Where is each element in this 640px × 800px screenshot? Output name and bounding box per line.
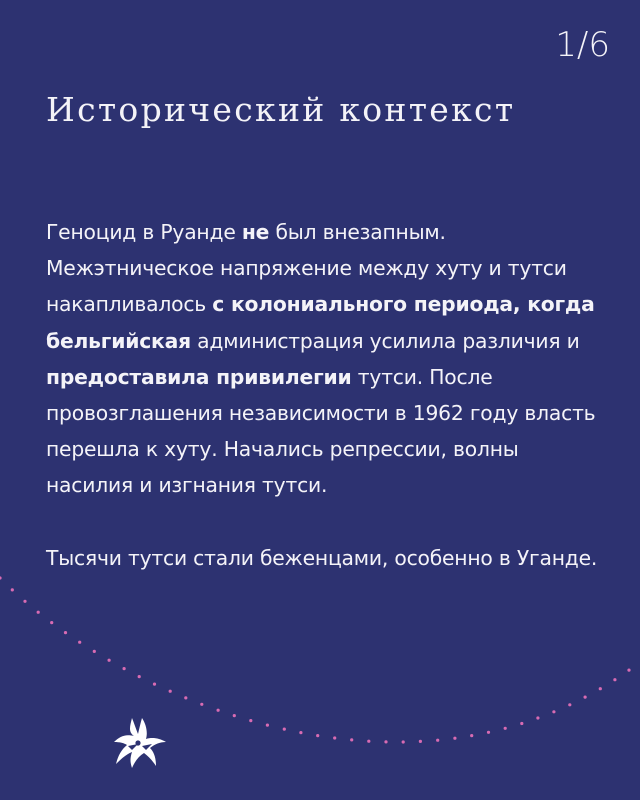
decorative-dot bbox=[93, 650, 96, 653]
decorative-dot bbox=[470, 734, 473, 737]
decorative-dot bbox=[233, 714, 236, 717]
decorative-dot bbox=[520, 722, 523, 725]
decorative-dot bbox=[552, 710, 555, 713]
bird-logo-icon bbox=[108, 712, 168, 772]
decorative-dot bbox=[316, 734, 319, 737]
decorative-dot bbox=[64, 631, 67, 634]
decorative-dot bbox=[138, 675, 141, 678]
decorative-dot bbox=[613, 678, 616, 681]
decorative-dot bbox=[402, 740, 405, 743]
decorative-dot bbox=[299, 731, 302, 734]
decorative-dot bbox=[217, 709, 220, 712]
decorative-dot bbox=[568, 703, 571, 706]
bold-segment: предоставила привилегии bbox=[46, 364, 352, 389]
decorative-dot bbox=[627, 669, 630, 672]
decorative-dot bbox=[536, 716, 539, 719]
decorative-dot bbox=[37, 611, 40, 614]
text-segment: был внезапным. Межэтническое напряжение между хуту и тутси накапливалось bbox=[46, 220, 567, 317]
decorative-dot bbox=[584, 696, 587, 699]
decorative-dot bbox=[333, 736, 336, 739]
bold-segment: не bbox=[241, 220, 270, 244]
decorative-dot bbox=[436, 739, 439, 742]
decorative-dot bbox=[350, 738, 353, 741]
decorative-dot bbox=[108, 659, 111, 662]
decorative-dot bbox=[419, 740, 422, 743]
text-segment: тутси. После провозглашения независимости в 1962 году власть перешла к хуту. Начались репрессии, волны насилия и изгнания тутси. bbox=[46, 364, 596, 498]
decorative-dot bbox=[599, 687, 602, 690]
decorative-dot bbox=[123, 667, 126, 670]
decorative-dot bbox=[0, 576, 2, 579]
page-counter: 1/6 bbox=[555, 25, 610, 65]
decorative-dot bbox=[23, 600, 26, 603]
text-segment: администрация усилила различия и bbox=[190, 328, 580, 353]
decorative-dot bbox=[50, 621, 53, 624]
page-title: Исторический контекст bbox=[46, 90, 516, 129]
paragraph-1 bbox=[46, 214, 606, 504]
decorative-dot bbox=[504, 727, 507, 730]
decorative-dot bbox=[266, 724, 269, 727]
body-text bbox=[46, 214, 606, 576]
decorative-dot bbox=[78, 641, 81, 644]
decorative-dot bbox=[11, 588, 14, 591]
decorative-dot bbox=[384, 740, 387, 743]
decorative-dot bbox=[487, 731, 490, 734]
text-segment: Геноцид в Руанде bbox=[46, 220, 242, 244]
decorative-dot bbox=[283, 728, 286, 731]
decorative-dot bbox=[169, 690, 172, 693]
paragraph-2: Тысячи тутси стали беженцами, особенно в Уганде. bbox=[46, 545, 598, 570]
decorative-dot bbox=[200, 703, 203, 706]
decorative-dot bbox=[367, 740, 370, 743]
decorative-dot bbox=[153, 683, 156, 686]
decorative-dot bbox=[453, 737, 456, 740]
decorative-dot bbox=[184, 696, 187, 699]
bold-segment: с колониального периода, когда бельгийская bbox=[46, 292, 595, 353]
decorative-dot bbox=[249, 719, 252, 722]
